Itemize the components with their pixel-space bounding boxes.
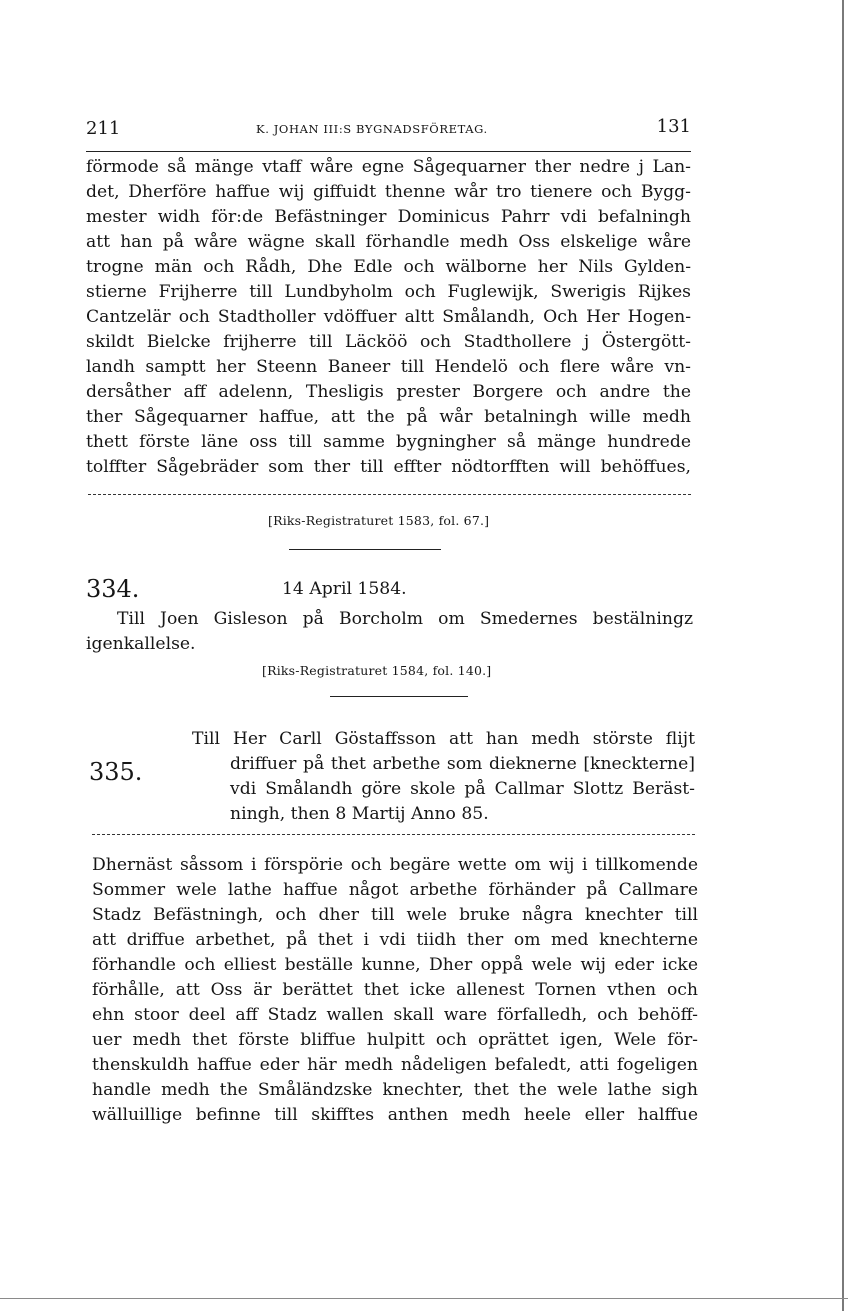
entry-number: 335.: [89, 758, 143, 786]
text-line: ehn stoor deel aff Stadz wallen skall ware förfalledh, och behöff-: [92, 1005, 698, 1025]
text-line: förhålle, att Oss är berättet thet icke allenest Tornen vthen och: [92, 980, 698, 1000]
running-title: K. JOHAN III:S BYGNADSFÖRETAG.: [256, 122, 488, 136]
text-line: Till Her Carll Göstaffsson att han medh störste flijt: [192, 729, 695, 749]
running-header: [86, 116, 691, 144]
text-line: Till Joen Gisleson på Borcholm om Smedernes bestälningz: [117, 609, 693, 629]
text-line: trogne män och Rådh, Dhe Edle och wälborne her Nils Gylden-: [86, 257, 691, 277]
entry-number: 334.: [86, 575, 140, 603]
text-line: igenkallelse.: [86, 634, 196, 654]
header-rule: [86, 151, 691, 152]
entry-summary: [86, 607, 693, 657]
text-line: Sommer wele lathe haffue något arbethe förhänder på Callmare: [92, 880, 698, 900]
entry-date: 14 April 1584.: [282, 579, 407, 599]
text-line: handle medh the Småländzske knechter, thet the wele lathe sigh: [92, 1080, 698, 1100]
letter-body-paragraph: [86, 155, 691, 480]
text-line: tolffter Sågebräder som ther till effter nödtorfften will behöffues,: [86, 457, 691, 477]
text-line: att han på wåre wägne skall förhandle medh Oss elskelige wåre: [86, 232, 691, 252]
entry-summary: [192, 727, 695, 827]
text-line: att driffue arbethet, på thet i vdi tiidh ther om med knechterne: [92, 930, 698, 950]
text-line: uer medh thet förste bliffue hulpitt och oprättet igen, Wele för-: [92, 1030, 698, 1050]
text-line: landh samptt her Steenn Baneer till Hendelö och flere wåre vn-: [86, 357, 691, 377]
text-line: förhandle och elliest beställe kunne, Dher oppå wele wij eder icke: [92, 955, 698, 975]
text-line: förmode så mänge vtaff wåre egne Sågequarner ther nedre j Lan-: [86, 157, 691, 177]
source-citation: [Riks-Registraturet 1584, fol. 140.]: [262, 663, 492, 678]
text-line: Dhernäst såssom i förspörie och begäre wette om wij i tillkomende: [92, 855, 698, 875]
page-edge: [842, 0, 844, 1311]
text-line: thenskuldh haffue eder här medh nådeligen befaledt, atti fogeligen: [92, 1055, 698, 1075]
text-line: thett förste läne oss till samme bygningher så mänge hundrede: [86, 432, 691, 452]
text-line: mester widh för:de Befästninger Dominicus Pahrr vdi befalningh: [86, 207, 691, 227]
page-bottom-edge: [0, 1298, 848, 1299]
text-line: driffuer på thet arbethe som dieknerne [kneckterne]: [230, 754, 695, 774]
letter-body-paragraph: [92, 853, 698, 1128]
section-number: 211: [86, 118, 121, 139]
text-line: stierne Frijherre till Lundbyholm och Fuglewijk, Swerigis Rijkes: [86, 282, 691, 302]
text-line: ther Sågequarner haffue, att the på wår betalningh wille medh: [86, 407, 691, 427]
text-line: Stadz Befästningh, och dher till wele bruke några knechter till: [92, 905, 698, 925]
section-divider: [330, 696, 468, 697]
text-line: wälluillige befinne till skifftes anthen medh heele eller halffue: [92, 1105, 698, 1125]
omission-dash-rule: [88, 494, 691, 495]
section-divider: [289, 549, 441, 550]
omission-dash-rule: [92, 834, 695, 835]
text-line: dersåther aff adelenn, Thesligis prester Borgere och andre the: [86, 382, 691, 402]
page-number: 131: [656, 116, 691, 137]
text-line: Cantzelär och Stadtholler vdöffuer altt Smålandh, Och Her Hogen-: [86, 307, 691, 327]
text-line: ningh, then 8 Martij Anno 85.: [230, 804, 489, 824]
text-line: vdi Smålandh göre skole på Callmar Slottz Beräst-: [230, 779, 695, 799]
text-line: skildt Bielcke frijherre till Läcköö och Stadthollere j Östergött-: [86, 332, 691, 352]
source-citation: [Riks-Registraturet 1583, fol. 67.]: [268, 513, 490, 528]
text-line: det, Dherföre haffue wij giffuidt thenne wår tro tienere och Bygg-: [86, 182, 691, 202]
